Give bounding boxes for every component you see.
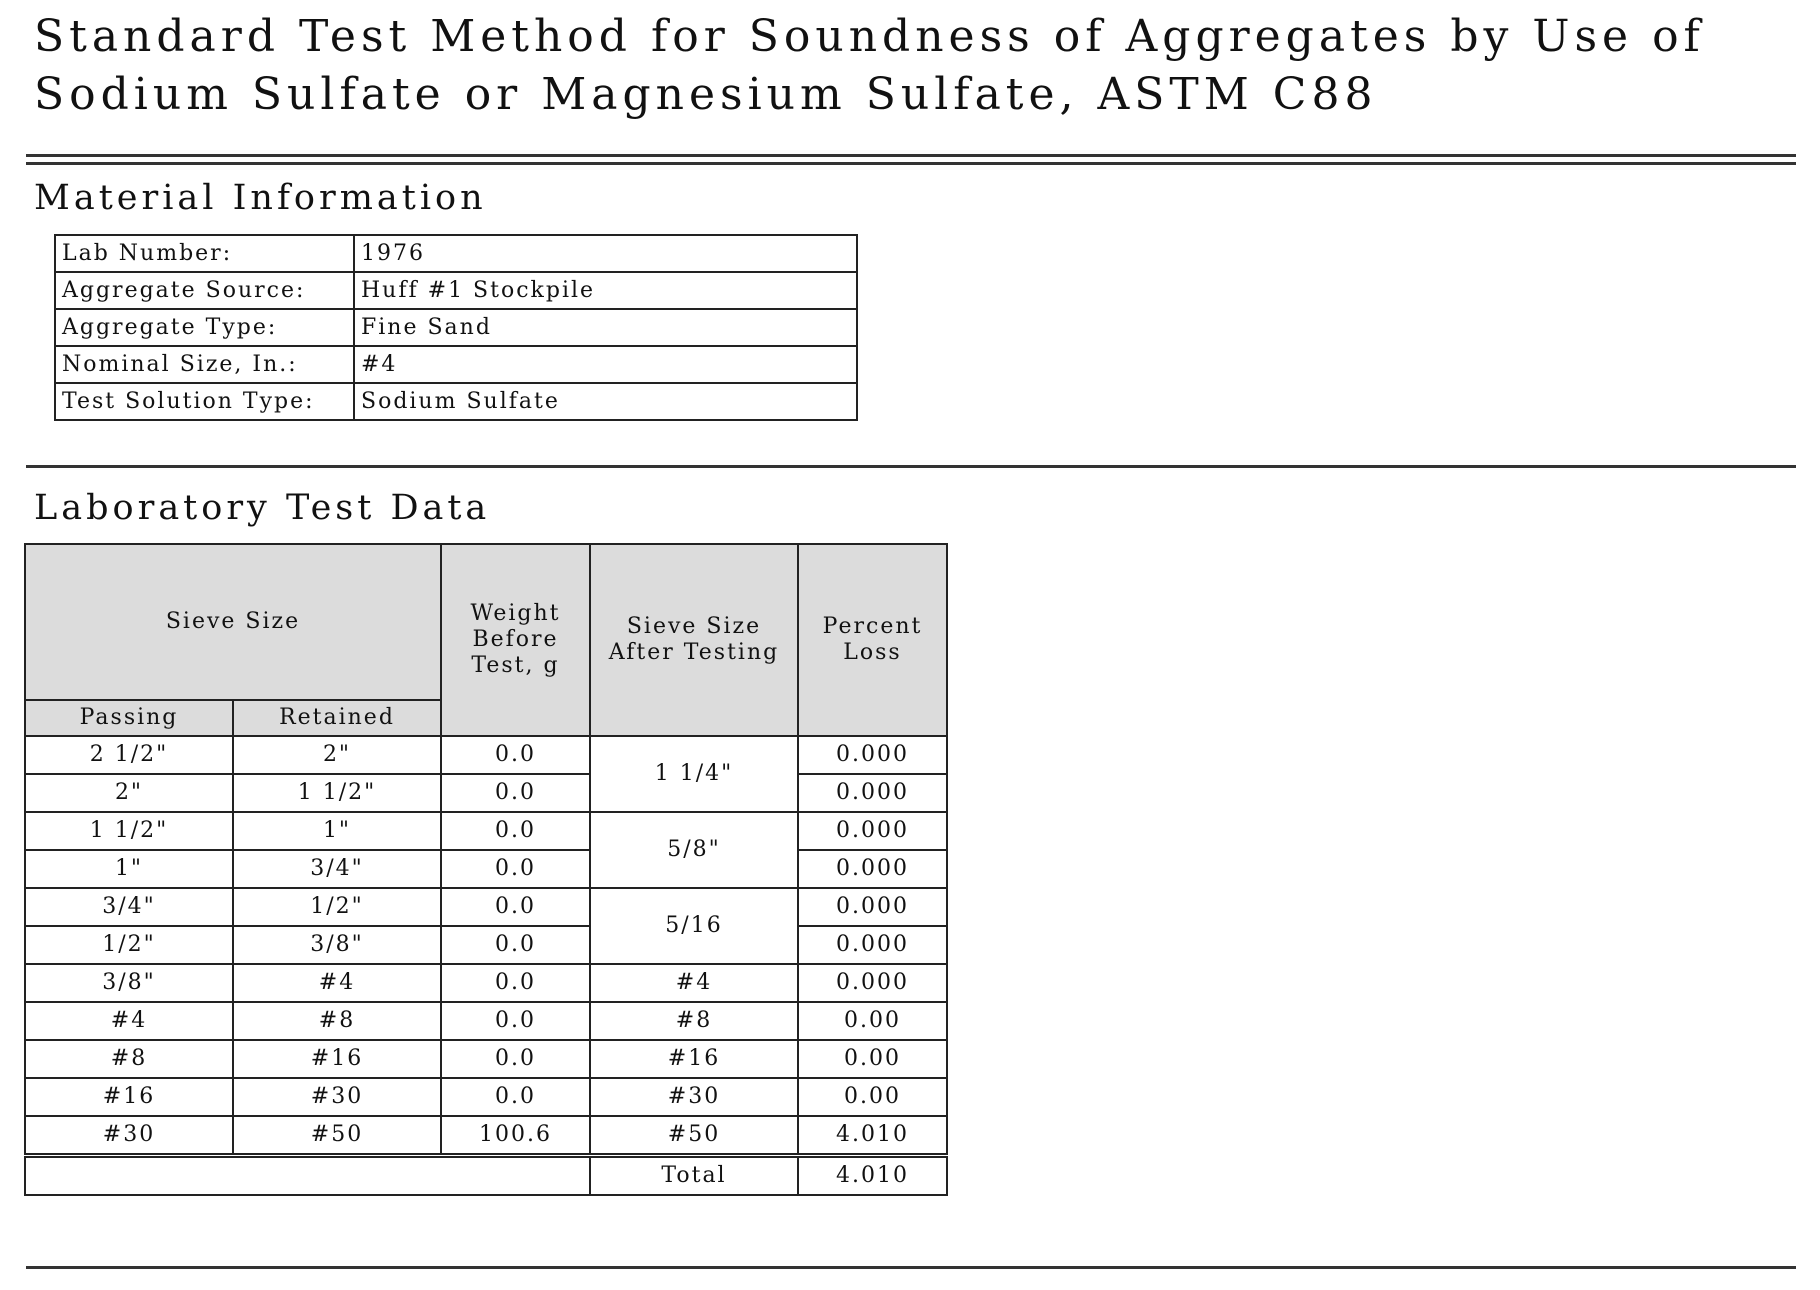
percent-loss-cell: 0.000 xyxy=(798,736,947,774)
header-line: After Testing xyxy=(608,640,780,665)
weight-cell: 0.0 xyxy=(441,926,590,964)
retained-cell: 3/8" xyxy=(233,926,441,964)
passing-cell: 3/4" xyxy=(25,888,233,926)
weight-cell: 0.0 xyxy=(441,888,590,926)
percent-loss-cell: 0.00 xyxy=(798,1040,947,1078)
retained-cell: #4 xyxy=(233,964,441,1002)
material-row xyxy=(55,346,857,383)
retained-cell: 3/4" xyxy=(233,850,441,888)
after-testing-cell: #16 xyxy=(590,1040,798,1078)
percent-loss-cell: 0.000 xyxy=(798,888,947,926)
table-row xyxy=(25,1078,947,1116)
weight-cell: 0.0 xyxy=(441,1002,590,1040)
passing-cell: #30 xyxy=(25,1116,233,1156)
table-row xyxy=(25,964,947,1002)
material-label: Nominal Size, In.: xyxy=(55,346,354,383)
after-testing-cell: #8 xyxy=(590,1002,798,1040)
table-row xyxy=(25,1116,947,1156)
retained-cell: 2" xyxy=(233,736,441,774)
material-row xyxy=(55,309,857,346)
after-testing-cell: 5/8" xyxy=(590,812,798,888)
material-information-heading: Material Information xyxy=(34,178,487,218)
table-row xyxy=(25,926,947,964)
material-information-table xyxy=(54,234,858,421)
weight-cell: 100.6 xyxy=(441,1116,590,1156)
percent-loss-cell: 0.00 xyxy=(798,1002,947,1040)
percent-loss-cell: 4.010 xyxy=(798,1116,947,1156)
retained-cell: 1 1/2" xyxy=(233,774,441,812)
percent-loss-cell: 0.000 xyxy=(798,964,947,1002)
bottom-divider xyxy=(26,1266,1796,1269)
table-row xyxy=(25,774,947,812)
passing-cell: 1/2" xyxy=(25,926,233,964)
after-testing-cell: 1 1/4" xyxy=(590,736,798,812)
sieve-size-after-testing-header xyxy=(590,544,798,736)
weight-cell: 0.0 xyxy=(441,736,590,774)
percent-loss-cell: 0.000 xyxy=(798,812,947,850)
passing-cell: 1" xyxy=(25,850,233,888)
weight-cell: 0.0 xyxy=(441,812,590,850)
passing-header: Passing xyxy=(25,700,233,736)
passing-cell: 2 1/2" xyxy=(25,736,233,774)
passing-cell: #16 xyxy=(25,1078,233,1116)
table-row xyxy=(25,1002,947,1040)
header-line: Sieve Size xyxy=(626,614,762,639)
material-value: Huff #1 Stockpile xyxy=(354,272,857,309)
laboratory-test-data-heading: Laboratory Test Data xyxy=(34,488,491,528)
retained-cell: #16 xyxy=(233,1040,441,1078)
after-testing-cell: #50 xyxy=(590,1116,798,1156)
total-label: Total xyxy=(590,1156,798,1196)
material-label: Aggregate Source: xyxy=(55,272,354,309)
percent-loss-cell: 0.000 xyxy=(798,774,947,812)
table-row xyxy=(25,736,947,774)
passing-cell: 2" xyxy=(25,774,233,812)
retained-cell: #50 xyxy=(233,1116,441,1156)
weight-cell: 0.0 xyxy=(441,774,590,812)
percent-loss-cell: 0.000 xyxy=(798,926,947,964)
table-row xyxy=(25,888,947,926)
header-line: Weight xyxy=(470,601,561,626)
percent-loss-cell: 0.00 xyxy=(798,1078,947,1116)
weight-cell: 0.0 xyxy=(441,1078,590,1116)
retained-cell: #30 xyxy=(233,1078,441,1116)
header-line: Percent xyxy=(822,614,923,639)
material-value: Fine Sand xyxy=(354,309,857,346)
after-testing-cell: #4 xyxy=(590,964,798,1002)
total-row xyxy=(25,1156,947,1196)
passing-cell: 1 1/2" xyxy=(25,812,233,850)
material-label: Test Solution Type: xyxy=(55,383,354,420)
laboratory-test-data-table xyxy=(24,543,948,1196)
total-blank-cell xyxy=(25,1156,590,1196)
retained-cell: 1" xyxy=(233,812,441,850)
table-row xyxy=(25,850,947,888)
total-percent-loss: 4.010 xyxy=(798,1156,947,1196)
document-title: Standard Test Method for Soundness of Aggregates by Use of Sodium Sulfate or Magnesium Sulfate, ASTM C88 xyxy=(34,11,1705,120)
table-row xyxy=(25,1040,947,1078)
header-line: Test, g xyxy=(471,653,560,678)
section-divider xyxy=(26,465,1796,468)
header-line: Loss xyxy=(843,640,902,665)
material-label: Lab Number: xyxy=(55,235,354,272)
material-row xyxy=(55,383,857,420)
weight-before-test-header xyxy=(441,544,590,736)
material-row xyxy=(55,272,857,309)
material-row xyxy=(55,235,857,272)
passing-cell: #8 xyxy=(25,1040,233,1078)
header-line: Before xyxy=(472,627,559,652)
material-value: 1976 xyxy=(354,235,857,272)
table-row xyxy=(25,812,947,850)
sieve-size-header: Sieve Size xyxy=(25,544,441,700)
after-testing-cell: #30 xyxy=(590,1078,798,1116)
material-value: #4 xyxy=(354,346,857,383)
percent-loss-cell: 0.000 xyxy=(798,850,947,888)
percent-loss-header xyxy=(798,544,947,736)
after-testing-cell: 5/16 xyxy=(590,888,798,964)
retained-cell: 1/2" xyxy=(233,888,441,926)
passing-cell: 3/8" xyxy=(25,964,233,1002)
weight-cell: 0.0 xyxy=(441,1040,590,1078)
retained-header: Retained xyxy=(233,700,441,736)
weight-cell: 0.0 xyxy=(441,964,590,1002)
retained-cell: #8 xyxy=(233,1002,441,1040)
material-value: Sodium Sulfate xyxy=(354,383,857,420)
material-label: Aggregate Type: xyxy=(55,309,354,346)
passing-cell: #4 xyxy=(25,1002,233,1040)
weight-cell: 0.0 xyxy=(441,850,590,888)
title-divider xyxy=(26,154,1796,165)
